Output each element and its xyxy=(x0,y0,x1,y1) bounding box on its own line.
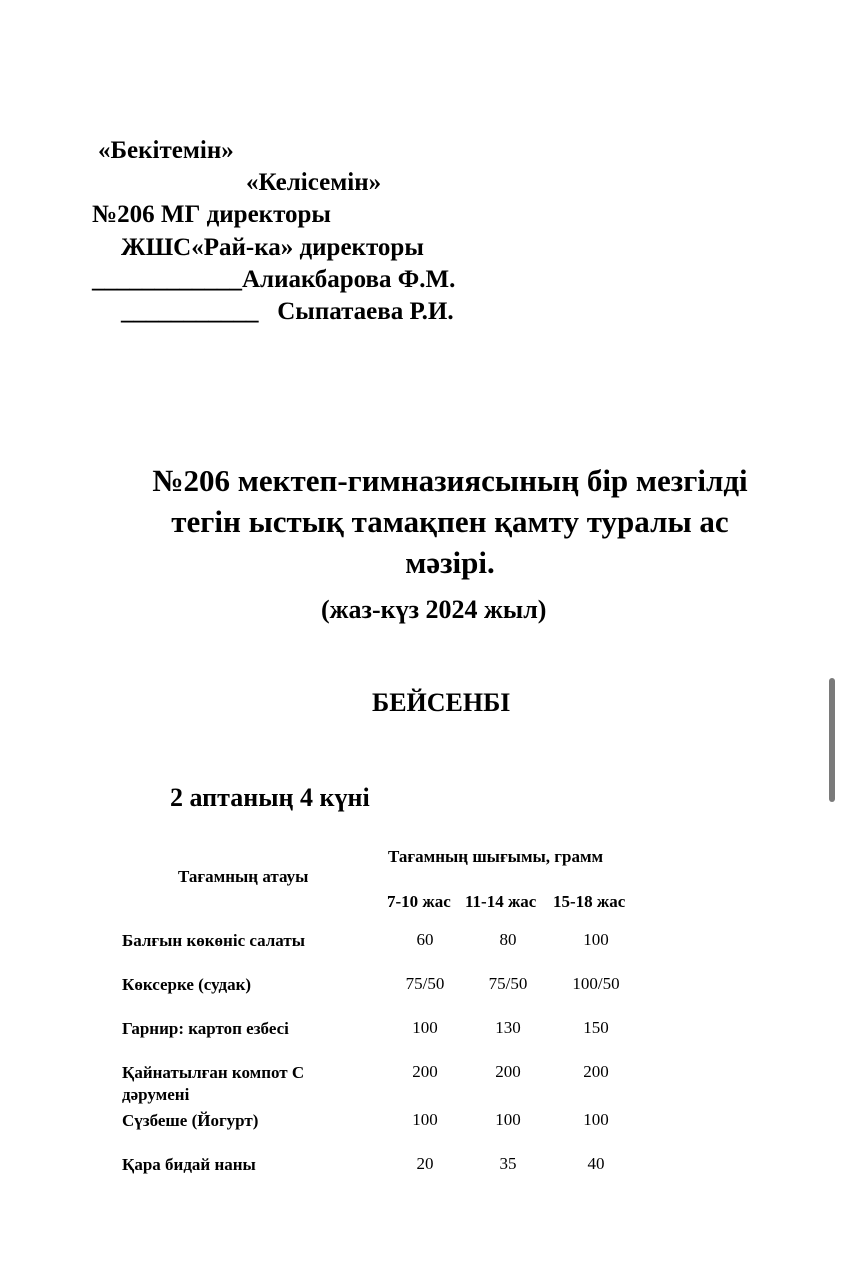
approval-line-6: ___________ Сыпатаева Р.И. xyxy=(121,298,454,325)
yield-value: 75/50 xyxy=(488,974,528,993)
yield-value: 100 xyxy=(412,1018,438,1037)
document-title-line-2: тегін ыстық тамақпен қамту туралы ас xyxy=(171,504,729,539)
day-name: БЕЙСЕНБІ xyxy=(372,688,511,717)
approval-line-4: ЖШС«Рай-ка» директоры xyxy=(121,234,424,261)
approval-line-5: ____________Алиакбарова Ф.М. xyxy=(92,266,456,293)
dish-name: Сүзбеше (Йогурт) xyxy=(122,1111,259,1130)
yield-value: 100 xyxy=(583,930,609,949)
dish-name: Балғын көкөніс салаты xyxy=(122,931,305,950)
document-title-line-1: №206 мектеп-гимназиясының бір мезгілді xyxy=(152,463,748,498)
yield-value: 80 xyxy=(499,930,517,949)
week-day: 2 аптаның 4 күні xyxy=(170,783,370,812)
approval-line-1: «Бекітемін» xyxy=(98,137,234,164)
yield-value: 75/50 xyxy=(405,974,445,993)
yield-value: 60 xyxy=(416,930,434,949)
yield-value: 200 xyxy=(495,1062,521,1081)
yield-value: 100/50 xyxy=(572,974,620,993)
yield-value: 130 xyxy=(495,1018,521,1037)
yield-value: 20 xyxy=(416,1154,434,1173)
dish-name: Көксерке (судак) xyxy=(122,975,252,994)
document-subtitle: (жаз-күз 2024 жыл) xyxy=(321,595,547,624)
age-group-header: 15-18 жас xyxy=(553,892,626,911)
dish-name: Қара бидай наны xyxy=(122,1155,256,1174)
yield-value: 100 xyxy=(412,1110,438,1129)
age-group-header: 11-14 жас xyxy=(465,892,537,911)
yield-value: 100 xyxy=(583,1110,609,1129)
vertical-scrollbar[interactable] xyxy=(829,678,835,802)
yield-value: 100 xyxy=(495,1110,521,1129)
yield-value: 200 xyxy=(412,1062,438,1081)
document-title-line-3: мәзірі. xyxy=(405,545,495,580)
table-header-dish: Тағамның атауы xyxy=(178,867,309,886)
yield-value: 200 xyxy=(583,1062,609,1081)
table-header-yield: Тағамның шығымы, грамм xyxy=(388,847,604,866)
dish-name: Қайнатылған компот С дәрумені xyxy=(122,1063,305,1104)
dish-name: Гарнир: картоп езбесі xyxy=(122,1019,289,1038)
approval-line-2: «Келісемін» xyxy=(246,169,382,196)
approval-line-3: №206 МГ директоры xyxy=(92,201,331,228)
yield-value: 150 xyxy=(583,1018,609,1037)
yield-value: 35 xyxy=(499,1154,517,1173)
yield-value: 40 xyxy=(587,1154,605,1173)
age-group-header: 7-10 жас xyxy=(387,892,451,911)
